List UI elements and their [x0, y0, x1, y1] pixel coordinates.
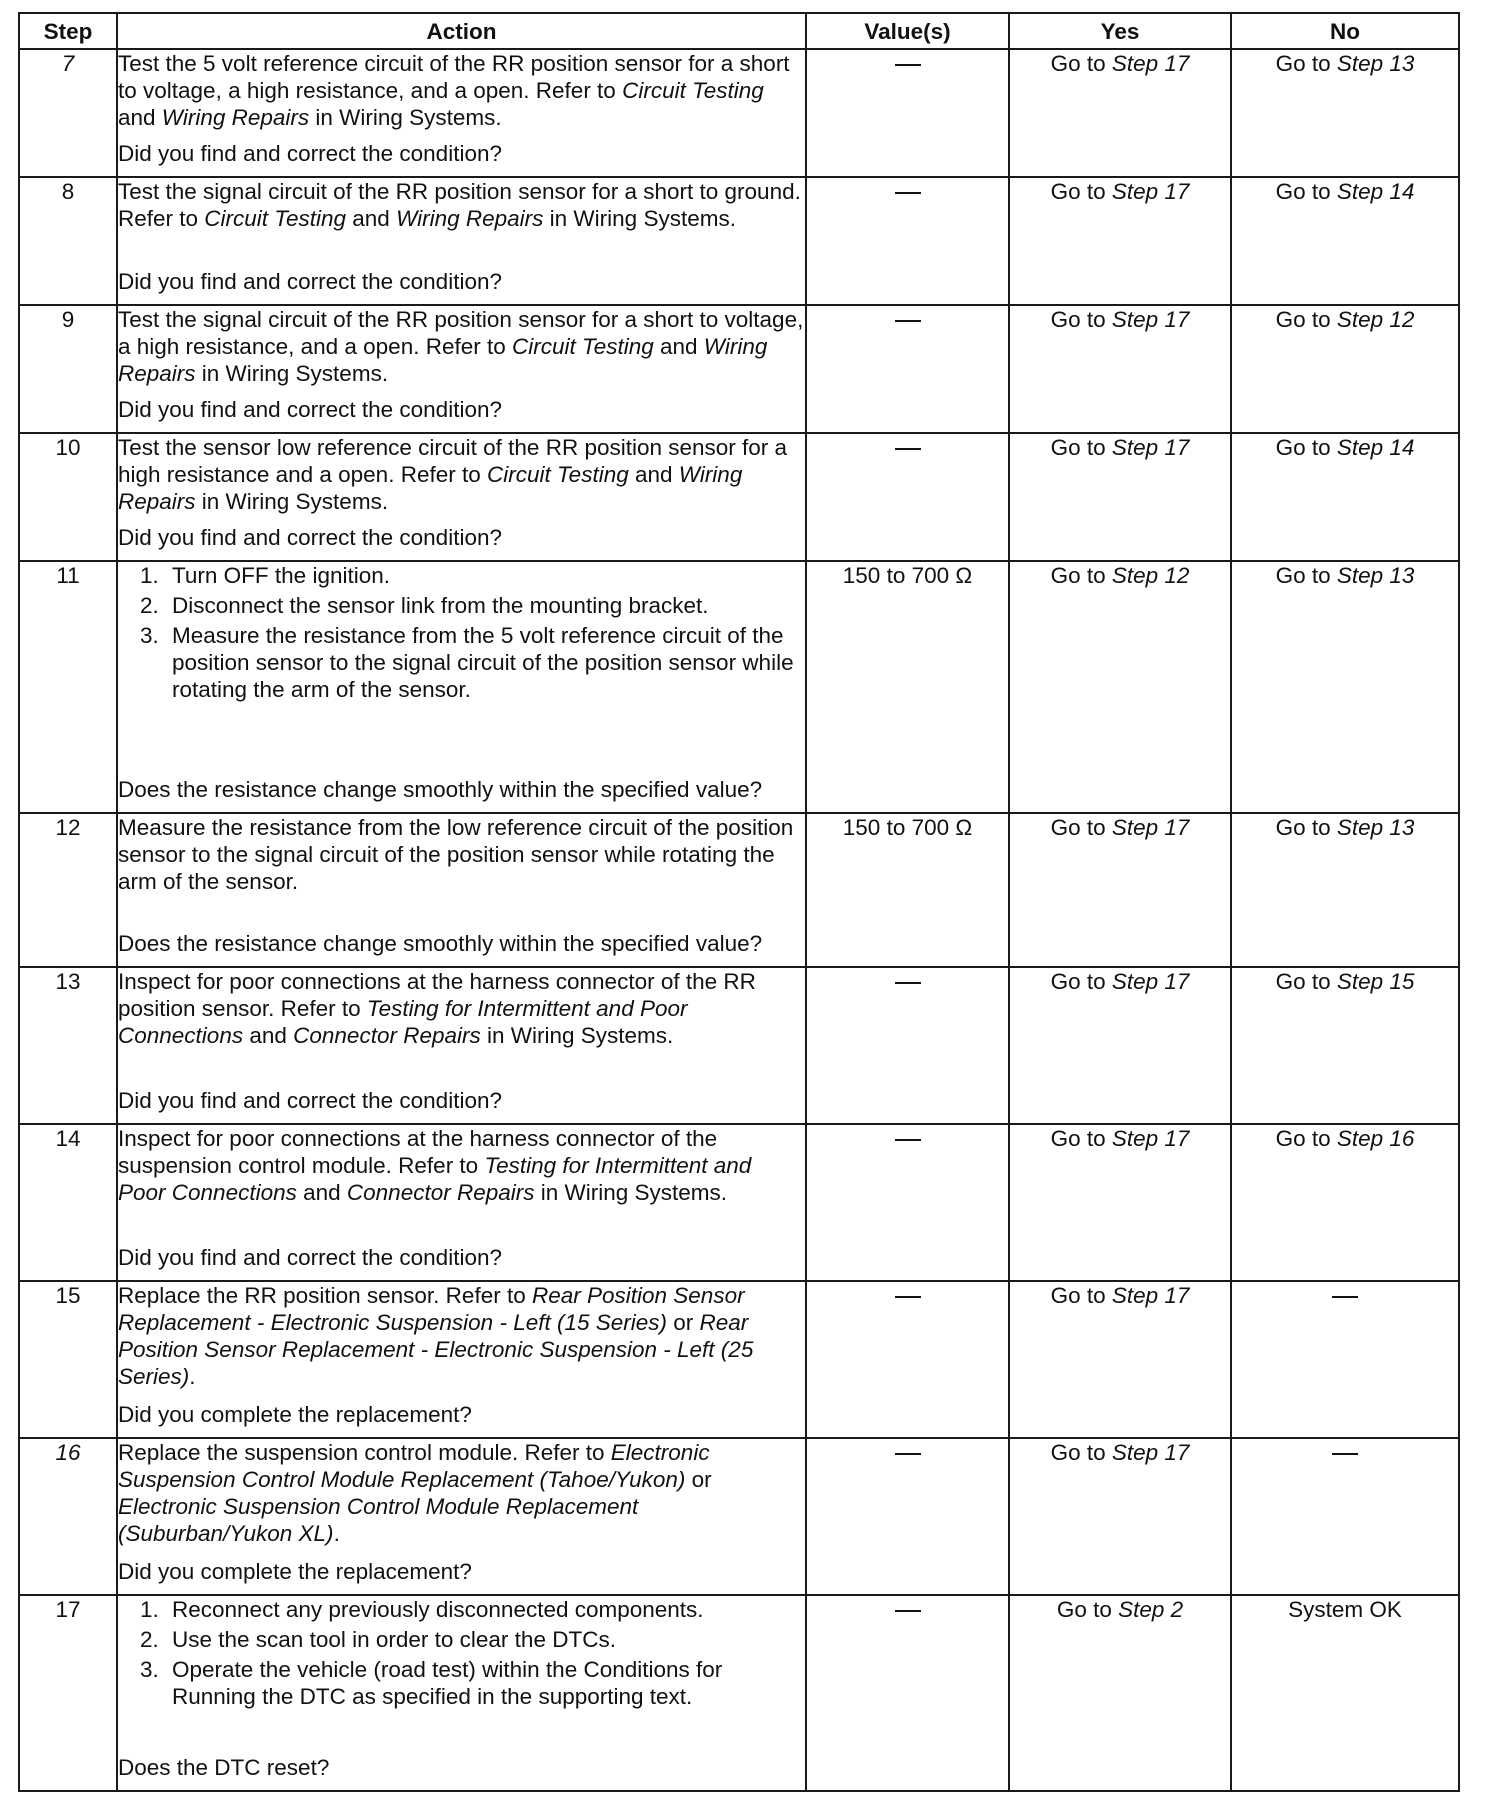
action-cell	[117, 177, 806, 305]
no-result	[1231, 1281, 1459, 1438]
no-result: Go to Step 12	[1231, 305, 1459, 433]
step-number: 15	[19, 1281, 117, 1438]
action-text: Replace the RR position sensor. Refer to Rear Position Sensor Replacement - Electronic Suspension - Left (15 Series) or Rear Position Sensor Replacement - Electronic Suspension - Left (25 Series).	[118, 1283, 754, 1389]
header-row	[19, 13, 1459, 49]
action-question: Did you find and correct the condition?	[118, 269, 502, 294]
action-question: Did you find and correct the condition?	[118, 1088, 502, 1113]
step-number: 13	[19, 967, 117, 1124]
substep-item: 2. Use the scan tool in order to clear the DTCs.	[140, 1627, 616, 1652]
substep-item: 3. Operate the vehicle (road test) within the Conditions for Running the DTC as specified in the supporting text.	[140, 1657, 723, 1709]
no-result: System OK	[1231, 1595, 1459, 1791]
action-question: Does the resistance change smoothly within the specified value?	[118, 931, 763, 956]
action-question: Did you find and correct the condition?	[118, 525, 502, 550]
step-number: 14	[19, 1124, 117, 1281]
table-row	[19, 813, 1459, 967]
yes-result: Go to Step 17	[1009, 813, 1231, 967]
substep-item: 3. Measure the resistance from the 5 volt reference circuit of the position sensor to the signal circuit of the position sensor while rotating the arm of the sensor.	[140, 623, 794, 702]
action-cell	[117, 1595, 806, 1791]
action-text: Replace the suspension control module. Refer to Electronic Suspension Control Module Replacement (Tahoe/Yukon) or Electronic Suspension Control Module Replacement (Suburban/Yukon XL).	[118, 1440, 712, 1546]
step-number: 10	[19, 433, 117, 561]
yes-result: Go to Step 17	[1009, 1281, 1231, 1438]
dash-mark	[1332, 1453, 1358, 1455]
header-yes: Yes	[1009, 13, 1231, 49]
yes-result: Go to Step 17	[1009, 967, 1231, 1124]
dash-mark	[895, 1453, 921, 1455]
action-text: Test the 5 volt reference circuit of the RR position sensor for a short to voltage, a high resistance, and a open. Refer to Circuit Testing and Wiring Repairs in Wiring Systems.	[118, 51, 790, 130]
no-result: Go to Step 14	[1231, 177, 1459, 305]
action-cell	[117, 1124, 806, 1281]
value-cell	[806, 1438, 1009, 1595]
step-number: 16	[19, 1438, 117, 1595]
step-number: 8	[19, 177, 117, 305]
header-step: Step	[19, 13, 117, 49]
value-cell	[806, 177, 1009, 305]
table-row	[19, 1595, 1459, 1791]
no-result: Go to Step 13	[1231, 561, 1459, 813]
dash-mark	[895, 448, 921, 450]
no-result: Go to Step 13	[1231, 49, 1459, 177]
no-result: Go to Step 16	[1231, 1124, 1459, 1281]
action-question: Does the DTC reset?	[118, 1755, 330, 1780]
substep-item: 2. Disconnect the sensor link from the mounting bracket.	[140, 593, 709, 618]
action-text: Test the sensor low reference circuit of the RR position sensor for a high resistance and a open. Refer to Circuit Testing and Wiring Repairs in Wiring Systems.	[118, 435, 788, 514]
diagnostic-table	[18, 12, 1460, 1792]
dash-mark	[1332, 1296, 1358, 1298]
no-result: Go to Step 14	[1231, 433, 1459, 561]
header-action: Action	[117, 13, 806, 49]
action-text: Measure the resistance from the low reference circuit of the position sensor to the signal circuit of the position sensor while rotating the arm of the sensor.	[118, 815, 794, 894]
no-result	[1231, 1438, 1459, 1595]
dash-mark	[895, 982, 921, 984]
action-text: Inspect for poor connections at the harness connector of the suspension control module. Refer to Testing for Intermittent and Poor Connections and Connector Repairs in Wiring Systems.	[118, 1126, 752, 1205]
step-number: 9	[19, 305, 117, 433]
table-row	[19, 1124, 1459, 1281]
table-row	[19, 1281, 1459, 1438]
step-number: 12	[19, 813, 117, 967]
action-text: Test the signal circuit of the RR position sensor for a short to ground. Refer to Circuit Testing and Wiring Repairs in Wiring Systems.	[118, 179, 801, 231]
yes-result: Go to Step 17	[1009, 433, 1231, 561]
action-question: Did you complete the replacement?	[118, 1559, 472, 1584]
dash-mark	[895, 320, 921, 322]
table-row	[19, 433, 1459, 561]
yes-result: Go to Step 12	[1009, 561, 1231, 813]
action-cell	[117, 1281, 806, 1438]
substep-item: 1. Reconnect any previously disconnected components.	[140, 1597, 704, 1622]
dash-mark	[895, 1610, 921, 1612]
table-row	[19, 561, 1459, 813]
header-values: Value(s)	[806, 13, 1009, 49]
table-row	[19, 967, 1459, 1124]
value-cell	[806, 433, 1009, 561]
action-cell	[117, 1438, 806, 1595]
step-number: 11	[19, 561, 117, 813]
value-cell	[806, 305, 1009, 433]
value-cell	[806, 1595, 1009, 1791]
step-number: 7	[19, 49, 117, 177]
dash-mark	[895, 1139, 921, 1141]
action-text: Inspect for poor connections at the harness connector of the RR position sensor. Refer to Testing for Intermittent and Poor Connections and Connector Repairs in Wiring Systems.	[118, 969, 756, 1048]
action-question: Did you find and correct the condition?	[118, 397, 502, 422]
dash-mark	[895, 192, 921, 194]
header-no: No	[1231, 13, 1459, 49]
yes-result: Go to Step 17	[1009, 1438, 1231, 1595]
yes-result: Go to Step 17	[1009, 49, 1231, 177]
action-question: Did you find and correct the condition?	[118, 141, 502, 166]
action-cell	[117, 561, 806, 813]
step-number: 17	[19, 1595, 117, 1791]
action-cell	[117, 813, 806, 967]
value-cell	[806, 49, 1009, 177]
action-cell	[117, 967, 806, 1124]
yes-result: Go to Step 17	[1009, 1124, 1231, 1281]
table-row	[19, 1438, 1459, 1595]
table-row	[19, 49, 1459, 177]
substep-list	[118, 1596, 805, 1710]
action-question: Did you find and correct the condition?	[118, 1245, 502, 1270]
yes-result: Go to Step 17	[1009, 305, 1231, 433]
no-result: Go to Step 13	[1231, 813, 1459, 967]
table-row	[19, 305, 1459, 433]
yes-result: Go to Step 17	[1009, 177, 1231, 305]
value-cell	[806, 1281, 1009, 1438]
action-cell	[117, 433, 806, 561]
dash-mark	[895, 1296, 921, 1298]
action-cell	[117, 49, 806, 177]
action-question: Does the resistance change smoothly within the specified value?	[118, 777, 763, 802]
substep-item: 1. Turn OFF the ignition.	[140, 563, 391, 588]
table-body	[19, 49, 1459, 1791]
yes-result: Go to Step 2	[1009, 1595, 1231, 1791]
value-cell: 150 to 700 Ω	[806, 561, 1009, 813]
table-row	[19, 177, 1459, 305]
action-text: Test the signal circuit of the RR position sensor for a short to voltage, a high resistance, and a open. Refer to Circuit Testing and Wiring Repairs in Wiring Systems.	[118, 307, 804, 386]
value-cell: 150 to 700 Ω	[806, 813, 1009, 967]
substep-list	[118, 562, 805, 703]
value-cell	[806, 967, 1009, 1124]
value-cell	[806, 1124, 1009, 1281]
action-cell	[117, 305, 806, 433]
action-question: Did you complete the replacement?	[118, 1402, 472, 1427]
no-result: Go to Step 15	[1231, 967, 1459, 1124]
dash-mark	[895, 64, 921, 66]
